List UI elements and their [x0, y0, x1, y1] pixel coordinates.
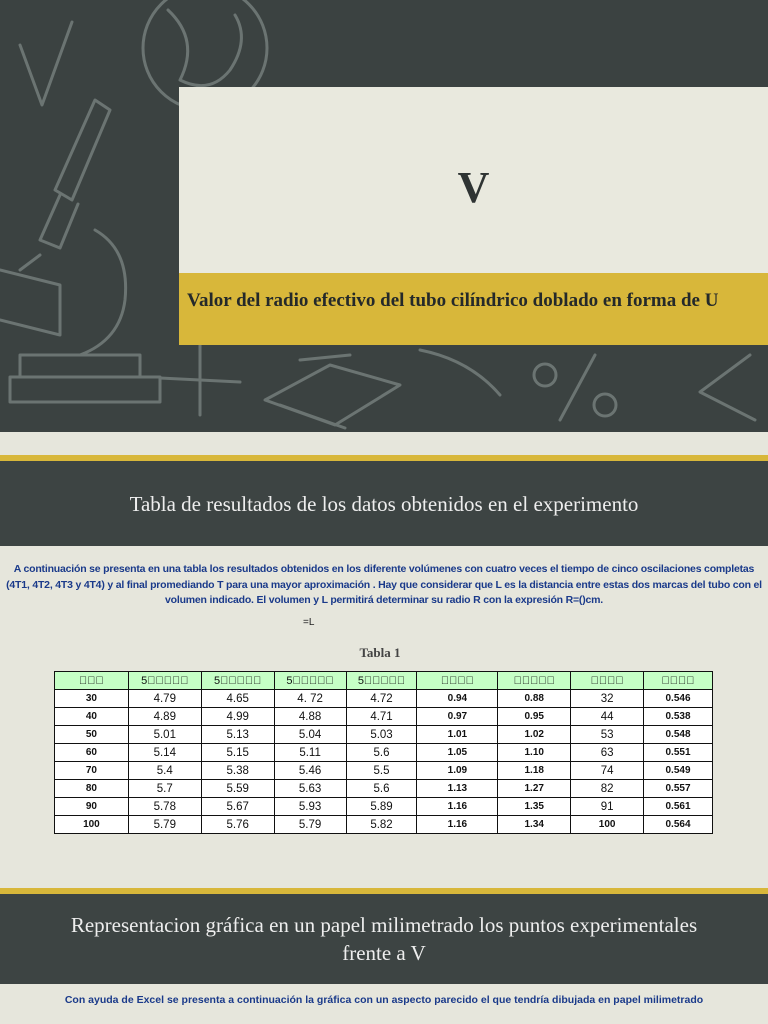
graph-intro-text: Con ayuda de Excel se presenta a continuación la gráfica con un aspecto parecido el que tendría dibujada en papel milimetrado [64, 994, 704, 1006]
slide-title: V [457, 162, 490, 212]
table-cell: 5.93 [274, 798, 346, 816]
table-cell: 1.16 [417, 798, 498, 816]
less-than-doodle [700, 355, 755, 420]
table-cell: 63 [571, 744, 644, 762]
table-cell: 74 [571, 762, 644, 780]
table-cell: 0.561 [644, 798, 713, 816]
table-row [55, 708, 713, 726]
table-cell: 1.16 [417, 816, 498, 834]
table-cell: 60 [55, 744, 129, 762]
formula-text: =L [303, 617, 315, 628]
table-cell: 4.65 [201, 690, 274, 708]
table-row [55, 798, 713, 816]
table-cell: 1.27 [498, 780, 571, 798]
table-cell: 5.11 [274, 744, 346, 762]
table-cell: 5.76 [201, 816, 274, 834]
microscope-doodle [10, 100, 160, 402]
table-cell: 5.79 [274, 816, 346, 834]
table-row [55, 744, 713, 762]
table-row [55, 816, 713, 834]
table-cell: 1.09 [417, 762, 498, 780]
table-cell: 5.04 [274, 726, 346, 744]
table-header-row [55, 672, 713, 690]
table-caption: Tabla 1 [359, 645, 401, 660]
table-cell: 53 [571, 726, 644, 744]
table-row [55, 690, 713, 708]
table-cell: 4.71 [346, 708, 417, 726]
table-cell: 80 [55, 780, 129, 798]
table-header [571, 672, 644, 690]
table-cell: 1.05 [417, 744, 498, 762]
table-cell: 5.4 [128, 762, 201, 780]
table-cell: 0.549 [644, 762, 713, 780]
table-cell: 1.10 [498, 744, 571, 762]
table-cell: 50 [55, 726, 129, 744]
table-cell: 5.79 [128, 816, 201, 834]
table-cell: 5.14 [128, 744, 201, 762]
table-cell: 70 [55, 762, 129, 780]
table-cell: 5.03 [346, 726, 417, 744]
table-cell: 5.63 [274, 780, 346, 798]
table-cell: 4.79 [128, 690, 201, 708]
table-cell: 5.6 [346, 780, 417, 798]
table-row [55, 762, 713, 780]
title-slide [0, 0, 768, 432]
table-cell: 5.38 [201, 762, 274, 780]
table-body [55, 690, 713, 834]
table-cell: 5.78 [128, 798, 201, 816]
section-header [0, 461, 768, 546]
table-cell: 4. 72 [274, 690, 346, 708]
table-cell: 5.46 [274, 762, 346, 780]
table-cell: 0.557 [644, 780, 713, 798]
intro-paragraph: A continuación se presenta en una tabla los resultados obtenidos en los diferente volúmenes con cuatro veces el tiempo de cinco oscilaciones completas (4T1, 4T2, 4T3 y 4T4) y al final promediando T para una mayor aproximación . Hay que considerar que L es la distancia entre estas dos marcas del tubo con el volumen indicado. El volumen y L permitirá determinar su radio R con la expresión R=()cm. [6, 563, 762, 606]
table-cell: 0.548 [644, 726, 713, 744]
table-cell: 0.546 [644, 690, 713, 708]
results-table [54, 671, 713, 834]
table-cell: 100 [571, 816, 644, 834]
table-cell: 0.564 [644, 816, 713, 834]
table-cell: 5.82 [346, 816, 417, 834]
table-header [644, 672, 713, 690]
table-cell: 5.7 [128, 780, 201, 798]
table-header [498, 672, 571, 690]
checkmark-doodle [20, 22, 72, 105]
table-header: 5 [201, 672, 274, 690]
table-cell: 4.89 [128, 708, 201, 726]
table-cell: 5.6 [346, 744, 417, 762]
table-cell: 5.5 [346, 762, 417, 780]
table-header: 5 [274, 672, 346, 690]
table-cell: 5.13 [201, 726, 274, 744]
table-header [417, 672, 498, 690]
slide-subtitle: Valor del radio efectivo del tubo cilíndrico doblado en forma de U [187, 290, 719, 311]
table-row [55, 726, 713, 744]
table-cell: 5.15 [201, 744, 274, 762]
table-cell: 1.02 [498, 726, 571, 744]
table-cell: 5.59 [201, 780, 274, 798]
table-cell: 0.88 [498, 690, 571, 708]
table-cell: 4.99 [201, 708, 274, 726]
table-row [55, 780, 713, 798]
table-cell: 1.18 [498, 762, 571, 780]
table-cell: 44 [571, 708, 644, 726]
table-header: 5 [346, 672, 417, 690]
graph-section-header [0, 894, 768, 984]
table-cell: 1.35 [498, 798, 571, 816]
table-cell: 4.72 [346, 690, 417, 708]
table-cell: 0.551 [644, 744, 713, 762]
table-cell: 82 [571, 780, 644, 798]
table-header [55, 672, 129, 690]
table-cell: 0.94 [417, 690, 498, 708]
table-cell: 5.89 [346, 798, 417, 816]
table-cell: 30 [55, 690, 129, 708]
table-cell: 4.88 [274, 708, 346, 726]
table-cell: 1.34 [498, 816, 571, 834]
table-cell: 90 [55, 798, 129, 816]
subtitle-band [179, 273, 768, 345]
table-cell: 0.95 [498, 708, 571, 726]
table-header: 5 [128, 672, 201, 690]
table-cell: 1.13 [417, 780, 498, 798]
table-cell: 5.01 [128, 726, 201, 744]
title-panel [179, 87, 768, 273]
table-cell: 5.67 [201, 798, 274, 816]
table-cell: 91 [571, 798, 644, 816]
table-cell: 1.01 [417, 726, 498, 744]
percent-doodle [534, 355, 616, 420]
table-cell: 0.538 [644, 708, 713, 726]
table-cell: 40 [55, 708, 129, 726]
table-cell: 100 [55, 816, 129, 834]
plus-doodle [160, 345, 240, 415]
graph-heading: Representacion gráfica en un papel milimetrado los puntos experimentales frente a V [70, 913, 698, 965]
section-heading: Tabla de resultados de los datos obtenidos en el experimento [129, 491, 639, 516]
table-cell: 0.97 [417, 708, 498, 726]
table-cell: 32 [571, 690, 644, 708]
